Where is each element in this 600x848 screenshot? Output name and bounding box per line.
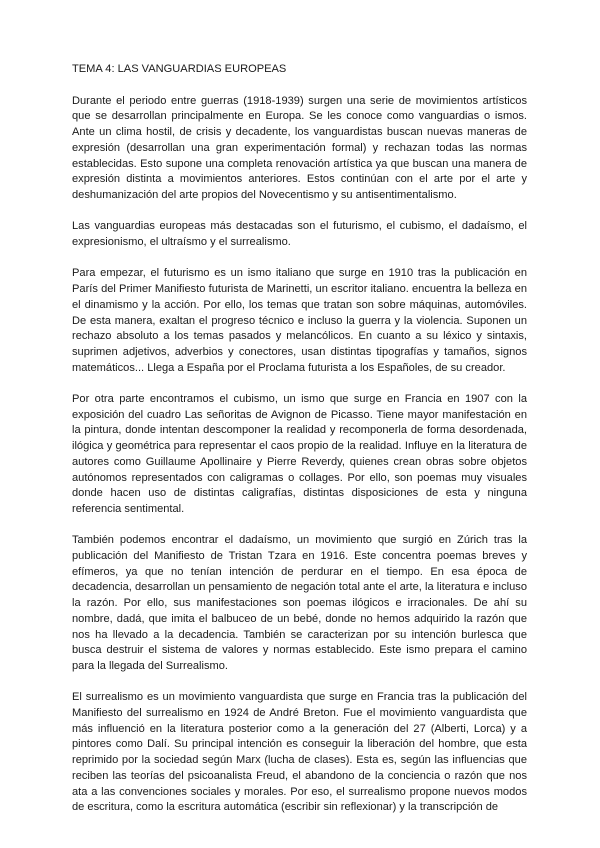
paragraph-surrealismo: El surrealismo es un movimiento vanguardista que surge en Francia tras la publicación del Manifiesto del surrealismo en 1924 de André Breton. Fue el movimiento vanguardista que más influenció en la literatura posterior como a la generación del 27 (Alberti, Lorca) y a pintores como Dalí. Su principal intención es conseguir la liberación del hombre, que esta reprimido por la sociedad según Marx (lucha de clases). Esta es, según las influencias que reciben las teorías del psicoanalista Freud, el abandono de la conciencia o razón que nos ata a las convenciones sociales y morales. Por eso, el surrealismo propone nuevos modos de escritura, como la escritura automática (escribir sin reflexionar) y la transcripción de [72, 691, 527, 814]
paragraph-cubismo: Por otra parte encontramos el cubismo, un ismo que surge en Francia en 1907 con la exposición del cuadro Las señoritas de Avignon de Picasso. Tiene mayor manifestación en la pintura, donde intentan descomponer la realidad y recomponerla de forma desordenada, ilógica y geométrica para representar el caos propio de la realidad. Influye en la literatura de autores como Guillaume Apollinaire y Pierre Reverdy, quienes crean obras sobre objetos autónomos representados con caligramas o collages. Por ello, son poemas muy visuales donde hacen uso de distintas caligrafías, distintas disposiciones de esta y ninguna referencia sentimental. [72, 393, 527, 515]
paragraph-dadaismo: También podemos encontrar el dadaísmo, un movimiento que surgió en Zúrich tras la publicación del Manifiesto de Tristan Tzara en 1916. Este concentra poemas breves y efímeros, ya que no tenían intención de perdurar en el tiempo. En esa época de decadencia, desarrollan un pensamiento de negación total ante el arte, la literatura e incluso la razón. Por ello, sus manifestaciones son poemas ilógicos e irracionales. De ahí su nombre, dadá, que imita el balbuceo de un bebé, donde no hemos adquirido la razón que nos ha llevado a la decadencia. También se caracterizan por su intención burlesca que busca destruir el sistema de valores y normas establecido. Este ismo prepara el camino para la llegada del Surrealismo. [72, 534, 527, 672]
document-page [72, 62, 527, 832]
paragraph-list-vanguards: Las vanguardias europeas más destacadas son el futurismo, el cubismo, el dadaísmo, el expresionismo, el ultraísmo y el surrealismo. [72, 220, 527, 249]
paragraph-intro: Durante el periodo entre guerras (1918-1939) surgen una serie de movimientos artísticos que se desarrollan principalmente en Europa. Se les conoce como vanguardias o ismos. Ante un clima hostil, de crisis y decadente, los vanguardistas buscan nuevas maneras de expresión (desarrollan una gran experimentación formal) y rechazan todas las normas establecidas. Esto supone una completa renovación artística ya que buscan una manera de expresión distinta a movimientos anteriores. Estos continúan con el arte por el arte y deshumanización del arte propios del Novecentismo y su antisentimentalismo. [72, 94, 527, 201]
document-title: TEMA 4: LAS VANGUARDIAS EUROPEAS [72, 63, 287, 75]
paragraph-futurismo: Para empezar, el futurismo es un ismo italiano que surge en 1910 tras la publicación en París del Primer Manifiesto futurista de Marinetti, un escritor italiano. encuentra la belleza en el dinamismo y la acción. Por ello, los temas que tratan son sobre máquinas, automóviles. De esta manera, exaltan el progreso técnico e incluso la guerra y la violencia. Suponen un rechazo absoluto a los temas pasados y melancólicos. En cuanto a su léxico y sintaxis, suprimen adjetivos, adverbios y conectores, usan distintas tipografías y tamaños, signos matemáticos... Llega a España por el Proclama futurista a los Españoles, de su creador. [72, 267, 527, 374]
